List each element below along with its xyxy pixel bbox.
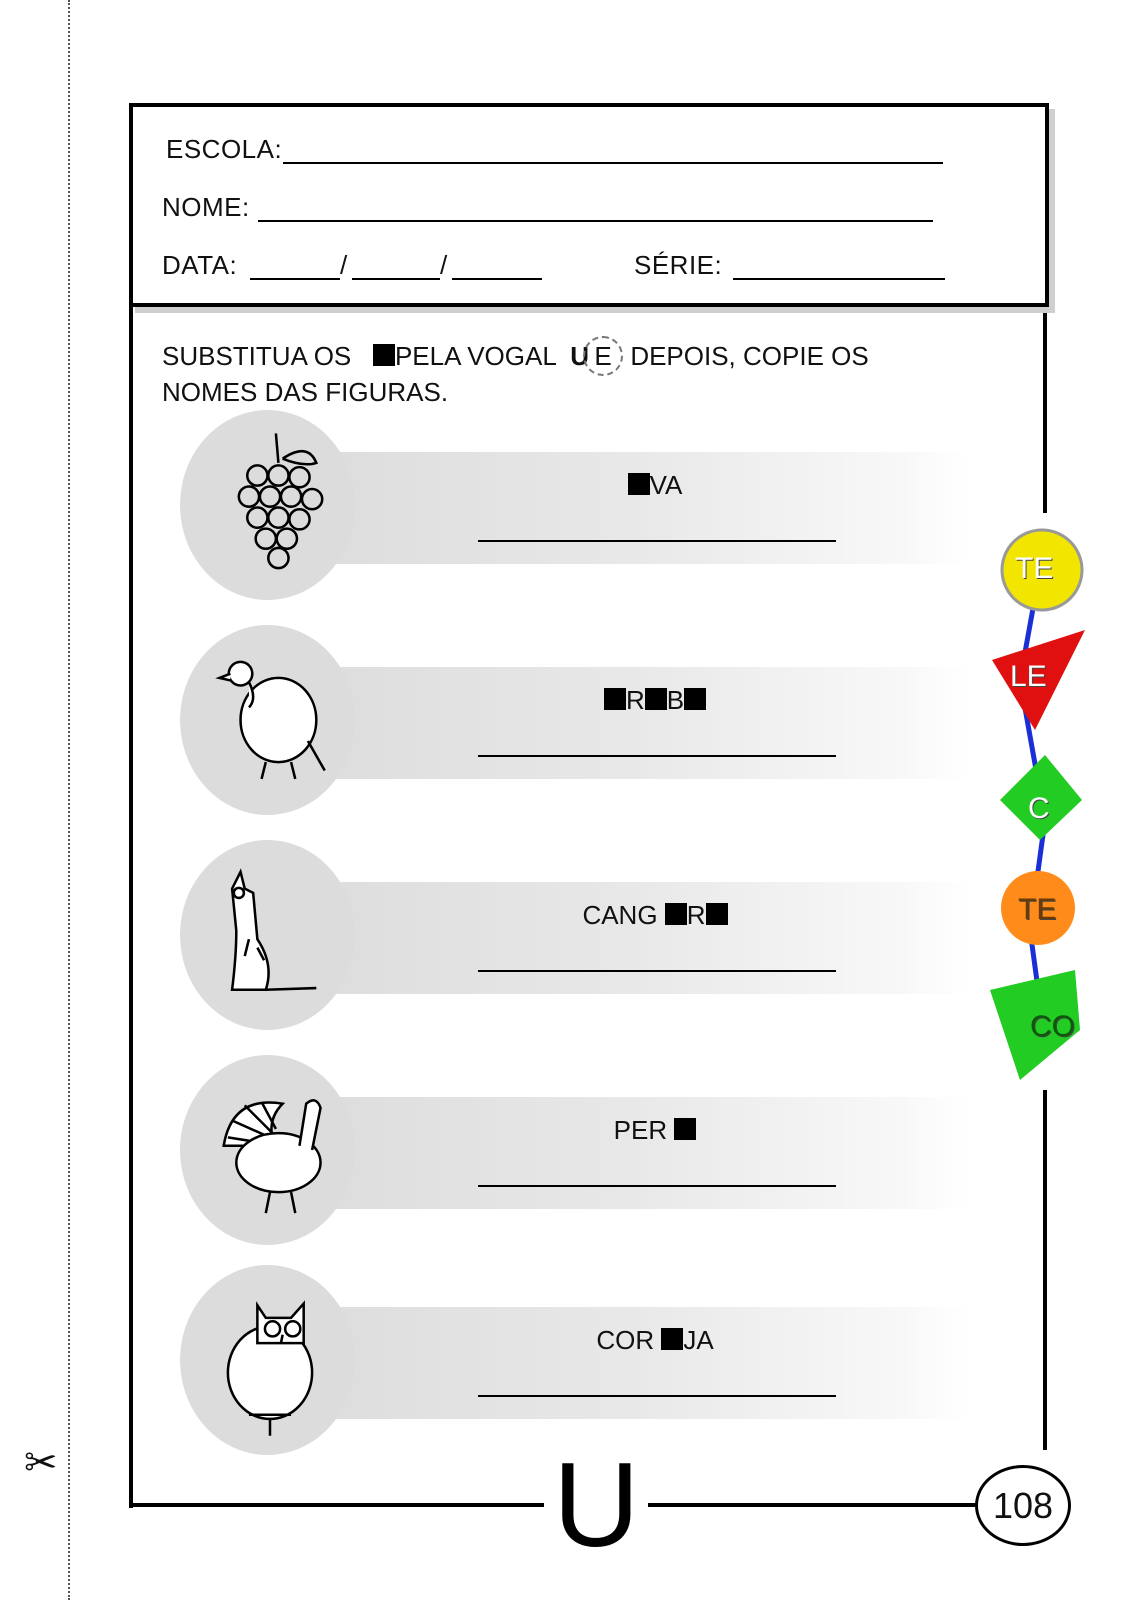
frame-bottom-border xyxy=(129,1503,544,1507)
instruction-part3: DEPOIS, COPIE OS xyxy=(630,341,869,371)
kangaroo-icon xyxy=(195,855,345,1015)
date-year-field[interactable] xyxy=(452,278,542,280)
exercise-word-segment: PER xyxy=(613,1115,675,1145)
instruction-circled-letter: E xyxy=(583,336,623,376)
badge-label: TE xyxy=(1015,552,1054,585)
blank-square-icon xyxy=(645,688,667,710)
date-month-field[interactable] xyxy=(352,278,440,280)
grapes-icon xyxy=(195,425,345,585)
exercise-row-band xyxy=(290,667,970,779)
date-separator: / xyxy=(340,250,348,280)
page-number: 108 xyxy=(975,1465,1071,1546)
exercise-word xyxy=(475,470,835,501)
blank-square-icon xyxy=(665,903,687,925)
exercise-word-segment: R xyxy=(686,900,706,930)
cut-line xyxy=(68,0,70,1600)
badge-label: LE xyxy=(1010,660,1047,693)
instruction-vowel: U xyxy=(570,341,590,371)
answer-line[interactable] xyxy=(478,970,836,972)
instruction-part2: PELA VOGAL xyxy=(394,341,556,371)
exercise-word-segment: CANG xyxy=(582,900,665,930)
date-separator: / xyxy=(440,250,448,280)
footer-letter: U xyxy=(545,1455,648,1555)
badge-label: TE xyxy=(1018,893,1057,926)
owl-icon xyxy=(195,1280,345,1440)
school-field[interactable] xyxy=(283,162,943,164)
blank-square-icon xyxy=(373,344,395,366)
exercise-word xyxy=(475,1325,835,1356)
blank-square-icon xyxy=(684,688,706,710)
exercise-word xyxy=(475,685,835,716)
answer-line[interactable] xyxy=(478,755,836,757)
blank-square-icon xyxy=(604,688,626,710)
exercise-word xyxy=(475,1115,835,1146)
answer-line[interactable] xyxy=(478,1185,836,1187)
exercise-word-segment: COR xyxy=(596,1325,662,1355)
exercise-word-segment: R xyxy=(625,685,645,715)
name-field[interactable] xyxy=(258,220,933,222)
blank-square-icon xyxy=(661,1328,683,1350)
exercise-word-segment: VA xyxy=(649,470,683,500)
blank-square-icon xyxy=(628,473,650,495)
instruction-text xyxy=(162,336,1062,409)
blank-square-icon xyxy=(674,1118,696,1140)
badge-label: CO xyxy=(1030,1010,1075,1043)
exercise-row-band xyxy=(290,1307,970,1419)
turkey-icon xyxy=(195,1070,345,1230)
exercise-word-segment: JA xyxy=(683,1325,714,1355)
badge-label: C xyxy=(1028,792,1050,825)
date-day-field[interactable] xyxy=(250,278,340,280)
answer-line[interactable] xyxy=(478,1395,836,1397)
instruction-line2: NOMES DAS FIGURAS. xyxy=(162,377,449,407)
answer-line[interactable] xyxy=(478,540,836,542)
school-label: ESCOLA: xyxy=(166,134,283,164)
exercise-word-segment: B xyxy=(666,685,685,715)
exercise-row-band xyxy=(290,1097,970,1209)
frame-bottom-border xyxy=(640,1503,980,1507)
frame-left-border xyxy=(129,103,133,1508)
exercise-row-band xyxy=(290,452,970,564)
frame-right-border-lower xyxy=(1043,1090,1047,1450)
grade-field[interactable] xyxy=(733,278,945,280)
instruction-part1: SUBSTITUA OS xyxy=(162,341,352,371)
grade-label: SÉRIE: xyxy=(634,250,723,280)
name-label: NOME: xyxy=(162,192,250,222)
vulture-icon xyxy=(195,640,345,800)
exercise-row-band xyxy=(290,882,970,994)
scissors-icon: ✂ xyxy=(24,1441,58,1485)
exercise-word xyxy=(475,900,835,931)
date-label: DATA: xyxy=(162,250,238,280)
blank-square-icon xyxy=(706,903,728,925)
